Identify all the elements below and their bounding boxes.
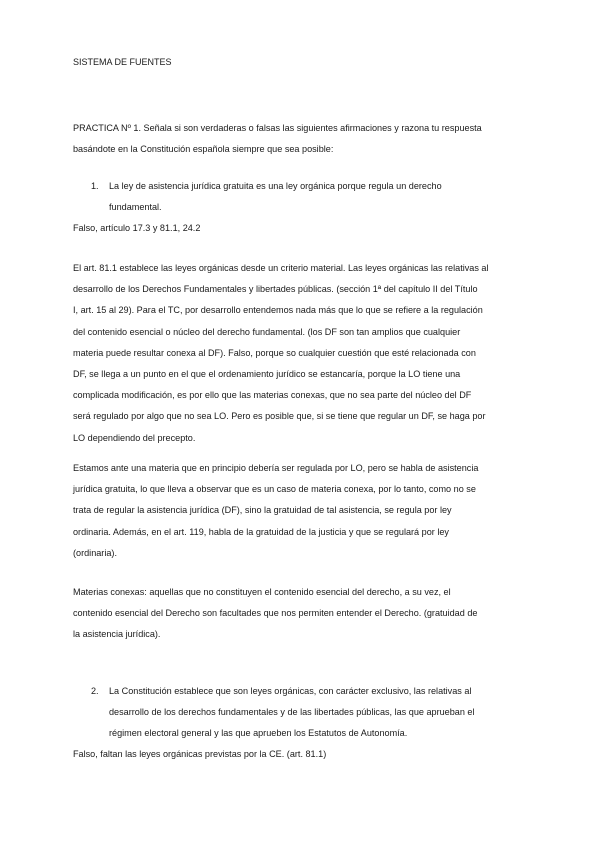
- paragraph-line: Estamos ante una materia que en principio debería ser regulada por LO, pero se habla de asistencia: [73, 463, 479, 473]
- practice-prompt: [73, 118, 525, 160]
- paragraph-line: (ordinaria).: [73, 547, 117, 558]
- paragraph-line: Materias conexas: aquellas que no constituyen el contenido esencial del derecho, a su vez, el: [73, 587, 451, 597]
- paragraph-line: será regulado por algo que no sea LO. Pero es posible que, si se tiene que regular un DF, se haga por: [73, 411, 486, 422]
- paragraph-line: la asistencia jurídica).: [73, 629, 161, 640]
- question-number: 2.: [91, 686, 99, 696]
- question-text: [109, 176, 521, 218]
- paragraph-line: del contenido esencial o núcleo del derecho fundamental. (los DF son tan amplios que cualquier: [73, 326, 461, 337]
- paragraph-line: trata de regular la asistencia jurídica (DF), sino la gratuidad de tal asistencia, se regula por ley: [73, 505, 452, 516]
- paragraph-line: LO dependiendo del precepto.: [73, 432, 196, 443]
- answer-line: Falso, faltan las leyes orgánicas previstas por la CE. (art. 81.1): [73, 749, 327, 759]
- document-title: [73, 52, 525, 73]
- paragraph-line: materia puede resultar conexa al DF). Falso, porque so cualquier cuestión que esté relacionada con: [73, 347, 476, 358]
- explanation-paragraph-2: [73, 458, 525, 564]
- question-line: fundamental.: [109, 202, 162, 213]
- answer-2: [73, 744, 525, 765]
- answer-1: [73, 218, 525, 239]
- explanation-paragraph-1: [73, 258, 525, 449]
- question-line: régimen electoral general y las que aprueben los Estatutos de Autonomía.: [109, 728, 408, 739]
- paragraph-line: I, art. 15 al 29). Para el TC, por desarrollo entendemos nada más que lo que se refiere a la regulación: [73, 305, 483, 316]
- question-text: [109, 681, 521, 745]
- title-text: SISTEMA DE FUENTES: [73, 57, 172, 67]
- paragraph-line: complicada modificación, es por ello que las materias conexas, que no sea parte del núcleo del DF: [73, 390, 472, 401]
- answer-line: Falso, artículo 17.3 y 81.1, 24.2: [73, 223, 201, 233]
- paragraph-line: ordinaria. Además, en el art. 119, habla de la gratuidad de la justicia y que se regulará por ley: [73, 526, 449, 537]
- paragraph-line: desarrollo de los Derechos Fundamentales y libertades públicas. (sección 1ª del capítulo II del Título: [73, 284, 478, 295]
- question-number: 1.: [91, 181, 99, 191]
- paragraph-line: jurídica gratuita, lo que lleva a observar que es un caso de materia conexa, por lo tanto, como no se: [73, 484, 476, 495]
- paragraph-line: DF, se llega a un punto en el que el ordenamiento jurídico se estancaría, porque la LO tiene una: [73, 369, 461, 380]
- prompt-line: basándote en la Constitución española siempre que sea posible:: [73, 144, 334, 155]
- paragraph-line: El art. 81.1 establece las leyes orgánicas desde un criterio material. Las leyes orgánicas las relativas al: [73, 263, 489, 273]
- question-line: desarrollo de los derechos fundamentales y de las libertades públicas, las que aprueban el: [109, 707, 475, 718]
- explanation-paragraph-3: [73, 582, 525, 646]
- prompt-line: PRACTICA Nº 1. Señala si son verdaderas o falsas las siguientes afirmaciones y razona tu respuesta: [73, 123, 482, 133]
- question-line: La Constitución establece que son leyes orgánicas, con carácter exclusivo, las relativas al: [109, 686, 472, 696]
- paragraph-line: contenido esencial del Derecho son facultades que nos permiten entender el Derecho. (gratuidad de: [73, 608, 478, 619]
- question-line: La ley de asistencia jurídica gratuita es una ley orgánica porque regula un derecho: [109, 181, 442, 191]
